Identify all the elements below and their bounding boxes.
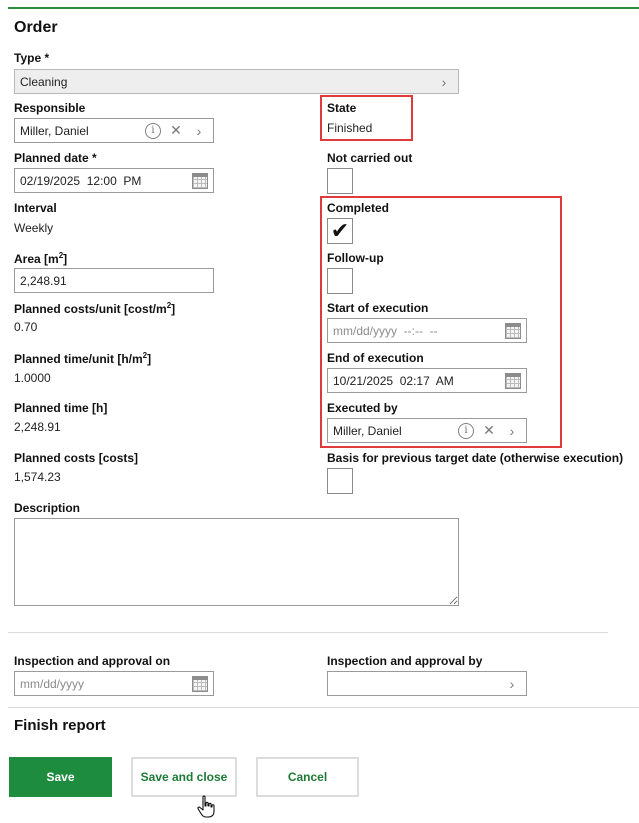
clear-icon[interactable]: ✕ xyxy=(483,422,495,438)
info-icon[interactable]: i xyxy=(144,122,162,140)
inspection-on-placeholder: mm/dd/yyyy xyxy=(20,676,85,691)
top-accent-line xyxy=(8,7,639,9)
executed-by-label: Executed by xyxy=(327,401,398,415)
calendar-icon[interactable] xyxy=(505,373,521,389)
planned-time-unit-label: Planned time/unit $[h/m^2]$ xyxy=(14,351,152,366)
state-value: Finished xyxy=(327,121,373,135)
start-of-execution-label: Start of execution xyxy=(327,301,429,315)
calendar-icon[interactable] xyxy=(192,173,208,189)
not-carried-out-checkbox[interactable] xyxy=(327,168,353,194)
calendar-icon[interactable] xyxy=(505,323,521,339)
planned-costs-unit-label: Planned costs/unit $[\cos t/m^2]$ xyxy=(14,301,176,316)
type-select[interactable] xyxy=(14,69,459,94)
chevron-right-icon[interactable]: › xyxy=(509,675,515,692)
executed-by-value: Miller, Daniel xyxy=(333,423,402,438)
planned-date-value: 02/19/2025 12:00 PM xyxy=(20,173,142,188)
responsible-value: Miller, Daniel xyxy=(20,123,89,138)
section-divider xyxy=(8,707,639,708)
info-icon[interactable]: i xyxy=(457,422,475,440)
type-label: Type * xyxy=(14,51,50,65)
order-section-title: Order xyxy=(14,19,58,36)
checkmark-icon: ✔ xyxy=(330,218,350,243)
description-textarea[interactable] xyxy=(14,518,459,606)
end-of-execution-label: End of execution xyxy=(327,351,424,365)
completed-checkbox[interactable] xyxy=(327,218,353,244)
inspection-on-label: Inspection and approval on xyxy=(14,654,171,668)
follow-up-label: Follow-up xyxy=(327,251,384,265)
interval-label: Interval xyxy=(14,201,57,215)
planned-date-label: Planned date * xyxy=(14,151,97,165)
area-label: Area $[m^2]$ xyxy=(14,251,68,266)
planned-costs-value: 1,574.23 xyxy=(14,470,61,484)
basis-previous-label: Basis for previous target date (otherwise execution) xyxy=(327,451,624,465)
calendar-icon[interactable] xyxy=(192,676,208,692)
interval-value: Weekly xyxy=(14,221,54,235)
save-button[interactable]: Save xyxy=(9,757,112,797)
not-carried-out-label: Not carried out xyxy=(327,151,413,165)
cancel-button[interactable]: Cancel xyxy=(256,757,359,797)
chevron-right-icon[interactable]: › xyxy=(196,122,202,139)
inspection-on-input[interactable] xyxy=(14,671,214,696)
planned-costs-label: Planned costs [costs] xyxy=(14,451,139,465)
responsible-field[interactable] xyxy=(14,118,214,143)
executed-by-field[interactable] xyxy=(327,418,527,443)
save-and-close-button[interactable]: Save and close xyxy=(131,757,237,797)
follow-up-checkbox[interactable] xyxy=(327,268,353,294)
planned-time-value: 2,248.91 xyxy=(14,420,61,434)
clear-icon[interactable]: ✕ xyxy=(170,122,182,138)
end-of-execution-input[interactable] xyxy=(327,368,527,393)
start-of-execution-input[interactable] xyxy=(327,318,527,343)
planned-time-unit-value: 1.0000 xyxy=(14,371,51,385)
area-input[interactable] xyxy=(14,268,214,293)
responsible-label: Responsible xyxy=(14,101,86,115)
area-value: 2,248.91 xyxy=(20,273,67,288)
description-label: Description xyxy=(14,501,81,515)
basis-previous-checkbox[interactable] xyxy=(327,468,353,494)
completed-label: Completed xyxy=(327,201,390,215)
planned-costs-unit-value: 0.70 xyxy=(14,320,38,334)
hand-cursor-icon xyxy=(197,795,217,819)
planned-date-input[interactable] xyxy=(14,168,214,193)
state-label: State xyxy=(327,101,357,115)
start-of-execution-placeholder: mm/dd/yyyy --:-- -- xyxy=(333,323,438,338)
chevron-right-icon[interactable]: › xyxy=(509,422,515,439)
end-of-execution-value: 10/21/2025 02:17 AM xyxy=(333,373,454,388)
finish-report-title: Finish report xyxy=(14,717,106,734)
inspection-by-label: Inspection and approval by xyxy=(327,654,483,668)
type-value: Cleaning xyxy=(20,74,68,89)
section-divider xyxy=(8,632,608,633)
inspection-by-field[interactable] xyxy=(327,671,527,696)
planned-time-label: Planned time [h] xyxy=(14,401,108,415)
chevron-right-icon: › xyxy=(441,73,447,90)
